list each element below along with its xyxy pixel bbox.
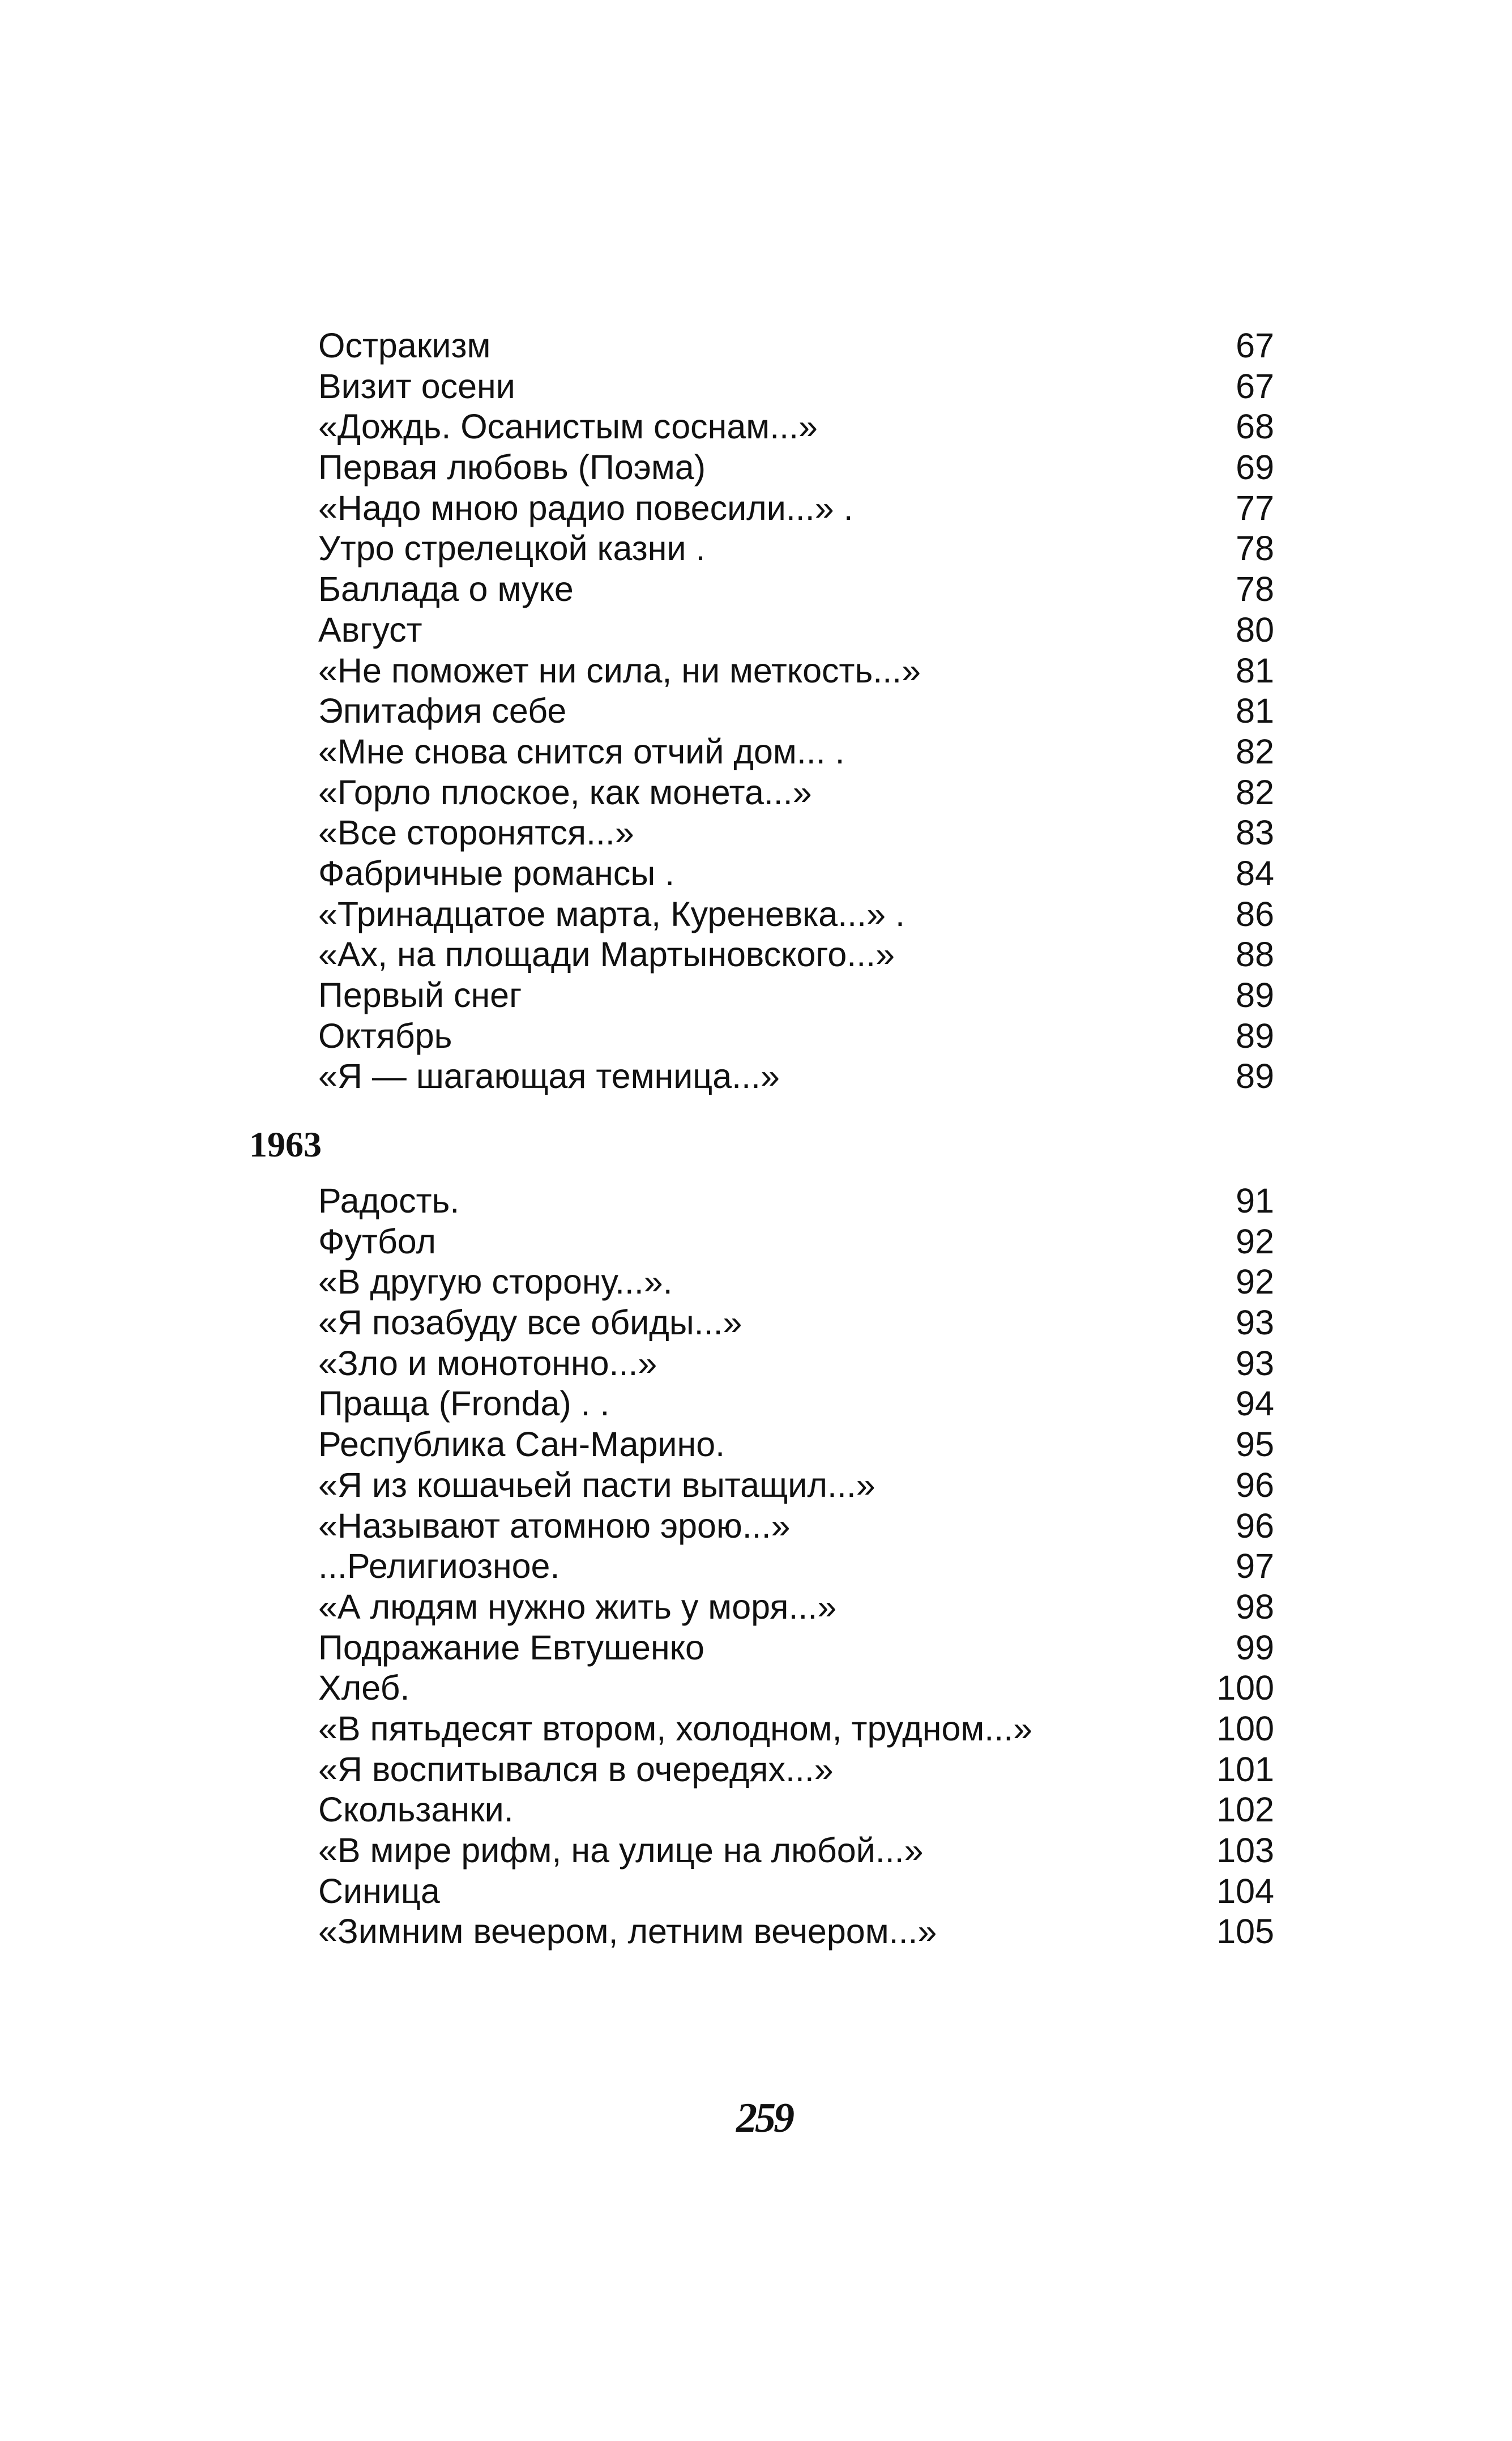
page-number: 259 <box>736 2095 792 2141</box>
toc-entry-title: «Зло и монотонно...» <box>318 1343 657 1382</box>
toc-entry-page: 68 <box>1236 407 1274 446</box>
toc-entry-title: «В мире рифм, на улице на любой...» <box>318 1831 924 1870</box>
toc-entry-page: 78 <box>1236 529 1274 568</box>
toc-entry-title: «Я позабуду все обиды...» <box>318 1303 742 1342</box>
toc-entry <box>0 569 1512 610</box>
toc-entry-title: «Я из кошачьей пасти вытащил...» <box>318 1465 875 1504</box>
toc-entry <box>0 488 1512 529</box>
toc-entry-title: ...Религиозное. <box>318 1547 560 1586</box>
toc-entry-title: «Я — шагающая темница...» <box>318 1057 780 1096</box>
toc-entry-title: Синица <box>318 1871 440 1910</box>
toc-entry-title: Визит осени <box>318 366 515 406</box>
toc-entry-page: 83 <box>1236 813 1274 852</box>
toc-entry-page: 67 <box>1236 366 1274 406</box>
toc-entry-page: 99 <box>1236 1628 1274 1667</box>
toc-entry <box>0 528 1512 569</box>
toc-entry-page: 100 <box>1216 1709 1274 1748</box>
toc-entry <box>0 934 1512 975</box>
toc-entry <box>0 1181 1512 1222</box>
toc-section-1962 <box>0 326 1512 1097</box>
toc-entry <box>0 1303 1512 1343</box>
toc-entry <box>0 813 1512 854</box>
toc-entry-title: «Мне снова снится отчий дом... . <box>318 732 845 771</box>
toc-entry-page: 67 <box>1236 326 1274 365</box>
toc-entry <box>0 691 1512 732</box>
toc-entry-title: Первый снег <box>318 976 522 1014</box>
toc-entry-page: 103 <box>1216 1831 1274 1870</box>
toc-entry-title: Август <box>318 610 422 649</box>
toc-entry <box>0 1424 1512 1465</box>
toc-entry <box>0 407 1512 447</box>
toc-entry-page: 89 <box>1236 1057 1274 1096</box>
toc-entry-title: Праща (Fronda) . . <box>318 1384 610 1423</box>
toc-entry-title: «Надо мною радио повесили...» . <box>318 488 853 527</box>
toc-entry-title: Скользанки. <box>318 1790 514 1829</box>
toc-entry-page: 105 <box>1216 1912 1274 1951</box>
toc-entry-title: «Горло плоское, как монета...» <box>318 773 812 812</box>
toc-entry-title: «Зимним вечером, летним вечером...» <box>318 1912 937 1951</box>
toc-entry-page: 101 <box>1216 1749 1274 1789</box>
toc-entry-title: Футбол <box>318 1222 436 1261</box>
toc-entry <box>0 1911 1512 1952</box>
toc-entry-title: «А людям нужно жить у моря...» <box>318 1587 837 1626</box>
toc-entry-title: «В пятьдесят втором, холодном, трудном...» <box>318 1709 1033 1748</box>
toc-entry-page: 93 <box>1236 1303 1274 1342</box>
toc-entry <box>0 1668 1512 1709</box>
toc-entry-page: 92 <box>1236 1262 1274 1301</box>
toc-entry-page: 92 <box>1236 1222 1274 1261</box>
toc-entry <box>0 975 1512 1016</box>
toc-entry <box>0 1262 1512 1303</box>
toc-entry-page: 69 <box>1236 448 1274 487</box>
toc-entry-page: 102 <box>1216 1790 1274 1829</box>
toc-entry-page: 80 <box>1236 610 1274 649</box>
toc-entry-title: «Все сторонятся...» <box>318 813 634 852</box>
toc-entry-title: Утро стрелецкой казни . <box>318 529 706 568</box>
toc-entry-page: 95 <box>1236 1425 1274 1464</box>
toc-entry-title: «В другую сторону...». <box>318 1262 673 1301</box>
toc-entry-page: 98 <box>1236 1587 1274 1626</box>
toc-entry-title: Остракизм <box>318 326 491 365</box>
toc-entry <box>0 894 1512 935</box>
year-heading: 1963 <box>249 1124 322 1164</box>
toc-entry <box>0 326 1512 366</box>
toc-entry-title: «Тринадцатое марта, Куреневка...» . <box>318 894 905 933</box>
toc-entry-title: Первая любовь (Поэма) <box>318 448 706 487</box>
toc-section-1963 <box>0 1181 1512 1952</box>
toc-entry <box>0 1587 1512 1628</box>
toc-entry-title: Республика Сан-Марино. <box>318 1425 725 1464</box>
toc-entry-title: «Не поможет ни сила, ни меткость...» <box>318 651 921 690</box>
toc-entry <box>0 1709 1512 1749</box>
toc-entry <box>0 1546 1512 1587</box>
toc-entry-page: 104 <box>1216 1871 1274 1910</box>
toc-entry-title: Эпитафия себе <box>318 692 567 731</box>
toc-entry <box>0 1628 1512 1668</box>
toc-entry-page: 77 <box>1236 488 1274 527</box>
toc-entry-title: «Называют атомною эрою...» <box>318 1506 791 1545</box>
toc-entry <box>0 366 1512 407</box>
toc-entry-page: 81 <box>1236 651 1274 690</box>
toc-entry <box>0 1830 1512 1871</box>
toc-entry-page: 84 <box>1236 854 1274 893</box>
toc-entry <box>0 651 1512 692</box>
toc-entry-page: 96 <box>1236 1506 1274 1545</box>
toc-entry-title: Фабричные романсы . <box>318 854 675 893</box>
toc-entry-page: 86 <box>1236 894 1274 933</box>
toc-entry <box>0 773 1512 813</box>
toc-entry-page: 100 <box>1216 1668 1274 1708</box>
toc-entry <box>0 1871 1512 1912</box>
toc-entry <box>0 1056 1512 1097</box>
toc-entry-title: Подражание Евтушенко <box>318 1628 704 1667</box>
toc-entry-page: 97 <box>1236 1547 1274 1586</box>
toc-entry <box>0 732 1512 773</box>
toc-entry-page: 89 <box>1236 1016 1274 1055</box>
toc-entry-page: 82 <box>1236 732 1274 771</box>
toc-entry <box>0 1343 1512 1384</box>
toc-entry-page: 93 <box>1236 1343 1274 1382</box>
toc-entry <box>0 1790 1512 1830</box>
toc-entry-title: Хлеб. <box>318 1668 410 1708</box>
toc-entry <box>0 854 1512 894</box>
toc-entry <box>0 1506 1512 1547</box>
toc-entry-page: 88 <box>1236 935 1274 974</box>
toc-entry <box>0 447 1512 488</box>
toc-entry <box>0 1016 1512 1057</box>
toc-entry-title: Баллада о муке <box>318 570 574 609</box>
toc-entry <box>0 610 1512 651</box>
toc-entry-page: 82 <box>1236 773 1274 812</box>
toc-entry-title: «Я воспитывался в очередях...» <box>318 1749 834 1789</box>
toc-entry-page: 89 <box>1236 976 1274 1014</box>
toc-entry <box>0 1384 1512 1424</box>
toc-entry <box>0 1222 1512 1262</box>
toc-entry-title: Октябрь <box>318 1016 452 1055</box>
toc-entry-page: 81 <box>1236 692 1274 731</box>
toc-entry <box>0 1465 1512 1506</box>
toc-entry-page: 78 <box>1236 570 1274 609</box>
toc-entry-page: 91 <box>1236 1181 1274 1220</box>
toc-entry-page: 96 <box>1236 1465 1274 1504</box>
toc-entry-title: Радость. <box>318 1181 460 1220</box>
toc-entry-title: «Дождь. Оcанистым соснам...» <box>318 407 818 446</box>
toc-entry-page: 94 <box>1236 1384 1274 1423</box>
toc-entry-title: «Ах, на площади Мартыновского...» <box>318 935 895 974</box>
toc-entry <box>0 1749 1512 1790</box>
